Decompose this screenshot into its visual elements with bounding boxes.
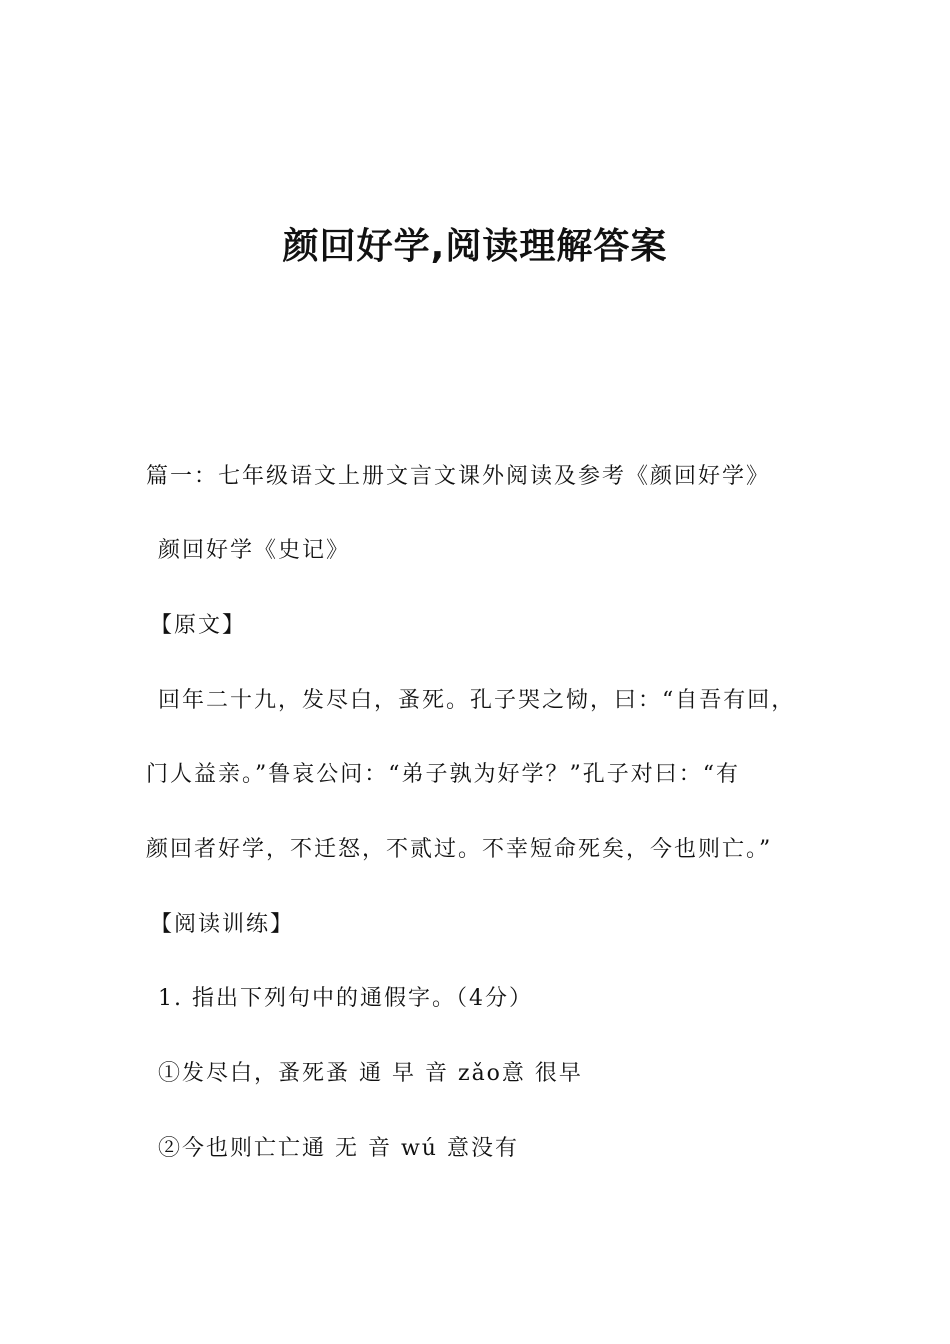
- question-line: 1. 指出下列句中的通假字。（4分）: [158, 986, 533, 1011]
- document-title: 颜回好学,阅读理解答案: [282, 226, 668, 267]
- exercise-heading: 【阅读训练】: [150, 912, 295, 937]
- paragraph-line: 颜回者好学，不迁怒，不贰过。不幸短命死矣，今也则亡。”: [146, 837, 773, 862]
- text-source-line: 颜回好学《史记》: [158, 538, 351, 563]
- paragraph-line: 门人益亲。”鲁哀公问：“弟子孰为好学？”孔子对曰：“有: [146, 762, 740, 787]
- answer-line: ①发尽白，蚤死蚤 通 早 音 zǎo意 很早: [158, 1061, 583, 1086]
- answer-line: ②今也则亡亡通 无 音 wú 意没有: [158, 1136, 519, 1161]
- paragraph-line: 回年二十九，发尽白，蚤死。孔子哭之恸，曰：“自吾有回，: [158, 688, 796, 713]
- original-text-heading: 【原文】: [150, 613, 247, 638]
- section-heading: 篇一：七年级语文上册文言文课外阅读及参考《颜回好学》: [146, 464, 771, 489]
